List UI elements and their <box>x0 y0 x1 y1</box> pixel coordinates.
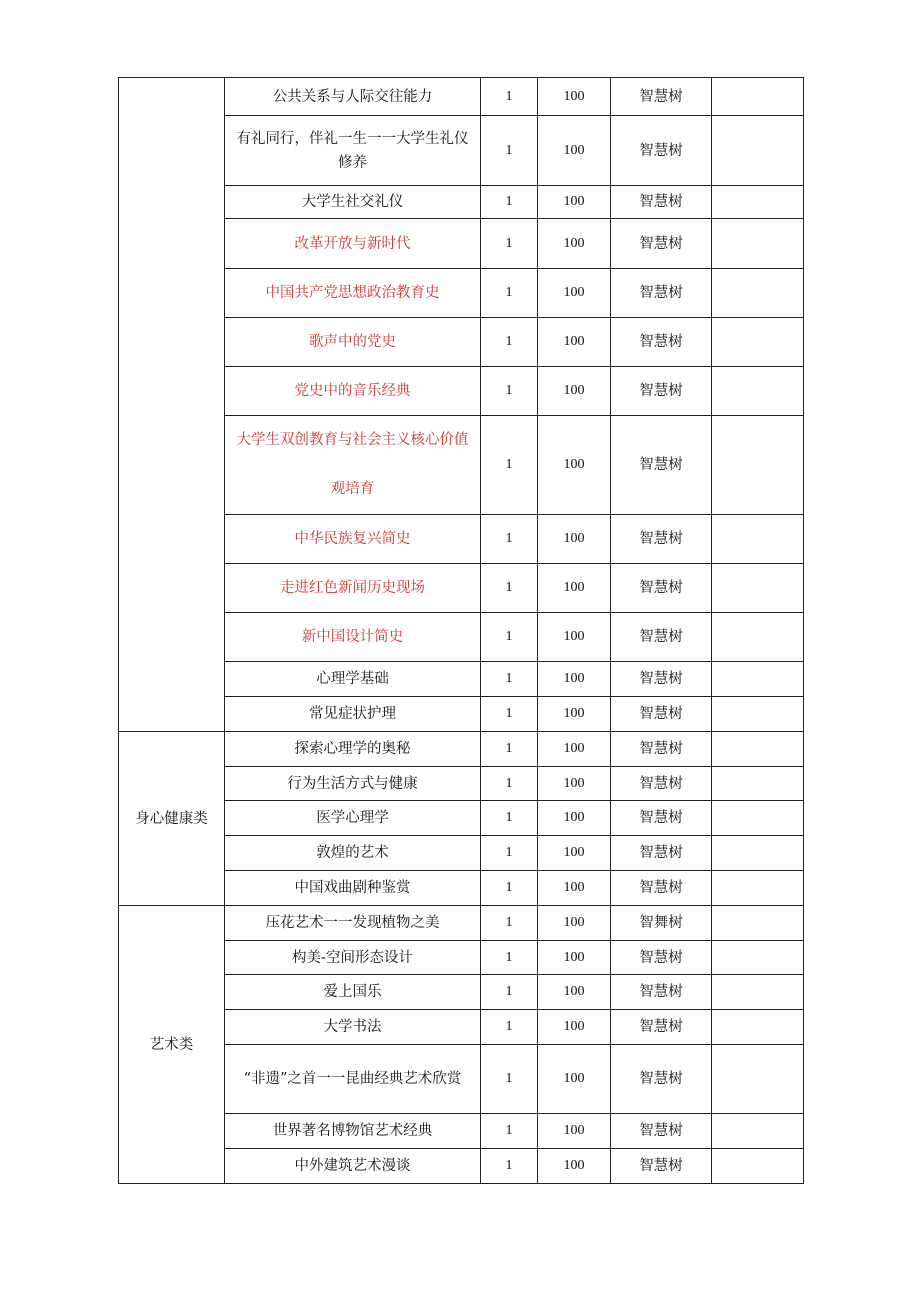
course-name-cell: 敦煌的艺术 <box>225 836 481 871</box>
platform-cell: 智慧树 <box>611 871 712 906</box>
platform-cell: 智慧树 <box>611 732 712 767</box>
credits-cell: 1 <box>481 1149 538 1184</box>
course-name-cell: 有礼同行，伴礼一生一一大学生礼仪修养 <box>225 116 481 186</box>
hours-cell: 100 <box>538 732 611 767</box>
platform-cell: 智慧树 <box>611 1045 712 1114</box>
note-cell <box>712 416 804 515</box>
category-cell: 身心健康类 <box>119 732 225 906</box>
course-name-cell: “非遗”之首一一昆曲经典艺术欣赏 <box>225 1045 481 1114</box>
credits-cell: 1 <box>481 1010 538 1045</box>
platform-cell: 智慧树 <box>611 941 712 975</box>
credits-cell: 1 <box>481 767 538 801</box>
hours-cell: 100 <box>538 906 611 941</box>
credits-cell: 1 <box>481 416 538 515</box>
platform-cell: 智慧树 <box>611 186 712 219</box>
note-cell <box>712 219 804 269</box>
note-cell <box>712 613 804 662</box>
note-cell <box>712 732 804 767</box>
platform-cell: 智慧树 <box>611 116 712 186</box>
course-name-cell: 党史中的音乐经典 <box>225 367 481 416</box>
course-name-cell: 大学生双创教育与社会主义核心价值观培育 <box>225 416 481 515</box>
note-cell <box>712 975 804 1010</box>
platform-cell: 智慧树 <box>611 318 712 367</box>
credits-cell: 1 <box>481 801 538 836</box>
credits-cell: 1 <box>481 116 538 186</box>
hours-cell: 100 <box>538 515 611 564</box>
course-name-cell: 中国共产党思想政治教育史 <box>225 269 481 318</box>
platform-cell: 智慧树 <box>611 697 712 732</box>
credits-cell: 1 <box>481 564 538 613</box>
hours-cell: 100 <box>538 367 611 416</box>
course-name-cell: 走进红色新闻历史现场 <box>225 564 481 613</box>
platform-cell: 智慧树 <box>611 613 712 662</box>
platform-cell: 智慧树 <box>611 767 712 801</box>
note-cell <box>712 906 804 941</box>
hours-cell: 100 <box>538 662 611 697</box>
table-row <box>119 906 804 941</box>
credits-cell: 1 <box>481 367 538 416</box>
hours-cell: 100 <box>538 975 611 1010</box>
credits-cell: 1 <box>481 1045 538 1114</box>
hours-cell: 100 <box>538 801 611 836</box>
table-row <box>119 732 804 767</box>
hours-cell: 100 <box>538 269 611 318</box>
note-cell <box>712 186 804 219</box>
hours-cell: 100 <box>538 219 611 269</box>
note-cell <box>712 871 804 906</box>
note-cell <box>712 367 804 416</box>
course-table <box>118 77 804 1184</box>
hours-cell: 100 <box>538 416 611 515</box>
course-name-cell: 压花艺术一一发现植物之美 <box>225 906 481 941</box>
hours-cell: 100 <box>538 697 611 732</box>
course-name-cell: 常见症状护理 <box>225 697 481 732</box>
credits-cell: 1 <box>481 662 538 697</box>
credits-cell: 1 <box>481 941 538 975</box>
platform-cell: 智慧树 <box>611 564 712 613</box>
category-cell <box>119 78 225 732</box>
credits-cell: 1 <box>481 613 538 662</box>
hours-cell: 100 <box>538 613 611 662</box>
platform-cell: 智慧树 <box>611 515 712 564</box>
credits-cell: 1 <box>481 186 538 219</box>
hours-cell: 100 <box>538 78 611 116</box>
course-name-cell: 改革开放与新时代 <box>225 219 481 269</box>
note-cell <box>712 1149 804 1184</box>
note-cell <box>712 564 804 613</box>
platform-cell: 智慧树 <box>611 219 712 269</box>
note-cell <box>712 801 804 836</box>
platform-cell: 智慧树 <box>611 269 712 318</box>
table-row <box>119 78 804 116</box>
course-name-cell: 新中国设计简史 <box>225 613 481 662</box>
platform-cell: 智慧树 <box>611 662 712 697</box>
platform-cell: 智慧树 <box>611 1114 712 1149</box>
note-cell <box>712 1010 804 1045</box>
platform-cell: 智慧树 <box>611 1010 712 1045</box>
credits-cell: 1 <box>481 906 538 941</box>
hours-cell: 100 <box>538 836 611 871</box>
note-cell <box>712 1045 804 1114</box>
note-cell <box>712 941 804 975</box>
course-name-cell: 行为生活方式与健康 <box>225 767 481 801</box>
course-name-cell: 大学生社交礼仪 <box>225 186 481 219</box>
hours-cell: 100 <box>538 1149 611 1184</box>
hours-cell: 100 <box>538 1010 611 1045</box>
credits-cell: 1 <box>481 836 538 871</box>
platform-cell: 智舞树 <box>611 906 712 941</box>
hours-cell: 100 <box>538 941 611 975</box>
hours-cell: 100 <box>538 1114 611 1149</box>
course-name-cell: 中华民族复兴简史 <box>225 515 481 564</box>
category-cell: 艺术类 <box>119 906 225 1184</box>
note-cell <box>712 836 804 871</box>
platform-cell: 智慧树 <box>611 78 712 116</box>
platform-cell: 智慧树 <box>611 836 712 871</box>
course-name-cell: 公共关系与人际交往能力 <box>225 78 481 116</box>
course-name-cell: 爱上国乐 <box>225 975 481 1010</box>
platform-cell: 智慧树 <box>611 801 712 836</box>
credits-cell: 1 <box>481 732 538 767</box>
course-name-cell: 歌声中的党史 <box>225 318 481 367</box>
credits-cell: 1 <box>481 975 538 1010</box>
course-name-cell: 构美-空间形态设计 <box>225 941 481 975</box>
note-cell <box>712 1114 804 1149</box>
platform-cell: 智慧树 <box>611 367 712 416</box>
course-name-cell: 探索心理学的奥秘 <box>225 732 481 767</box>
hours-cell: 100 <box>538 1045 611 1114</box>
note-cell <box>712 116 804 186</box>
course-name-cell: 大学书法 <box>225 1010 481 1045</box>
hours-cell: 100 <box>538 186 611 219</box>
platform-cell: 智慧树 <box>611 975 712 1010</box>
platform-cell: 智慧树 <box>611 1149 712 1184</box>
credits-cell: 1 <box>481 697 538 732</box>
credits-cell: 1 <box>481 219 538 269</box>
course-table-body <box>119 78 804 1184</box>
note-cell <box>712 318 804 367</box>
course-name-cell: 中国戏曲剧种鉴赏 <box>225 871 481 906</box>
hours-cell: 100 <box>538 871 611 906</box>
hours-cell: 100 <box>538 564 611 613</box>
note-cell <box>712 697 804 732</box>
credits-cell: 1 <box>481 78 538 116</box>
course-name-cell: 世界著名博物馆艺术经典 <box>225 1114 481 1149</box>
credits-cell: 1 <box>481 1114 538 1149</box>
credits-cell: 1 <box>481 515 538 564</box>
platform-cell: 智慧树 <box>611 416 712 515</box>
hours-cell: 100 <box>538 318 611 367</box>
note-cell <box>712 269 804 318</box>
course-name-cell: 中外建筑艺术漫谈 <box>225 1149 481 1184</box>
hours-cell: 100 <box>538 116 611 186</box>
course-name-cell: 心理学基础 <box>225 662 481 697</box>
credits-cell: 1 <box>481 318 538 367</box>
note-cell <box>712 515 804 564</box>
credits-cell: 1 <box>481 871 538 906</box>
note-cell <box>712 662 804 697</box>
note-cell <box>712 78 804 116</box>
course-name-cell: 医学心理学 <box>225 801 481 836</box>
hours-cell: 100 <box>538 767 611 801</box>
credits-cell: 1 <box>481 269 538 318</box>
note-cell <box>712 767 804 801</box>
